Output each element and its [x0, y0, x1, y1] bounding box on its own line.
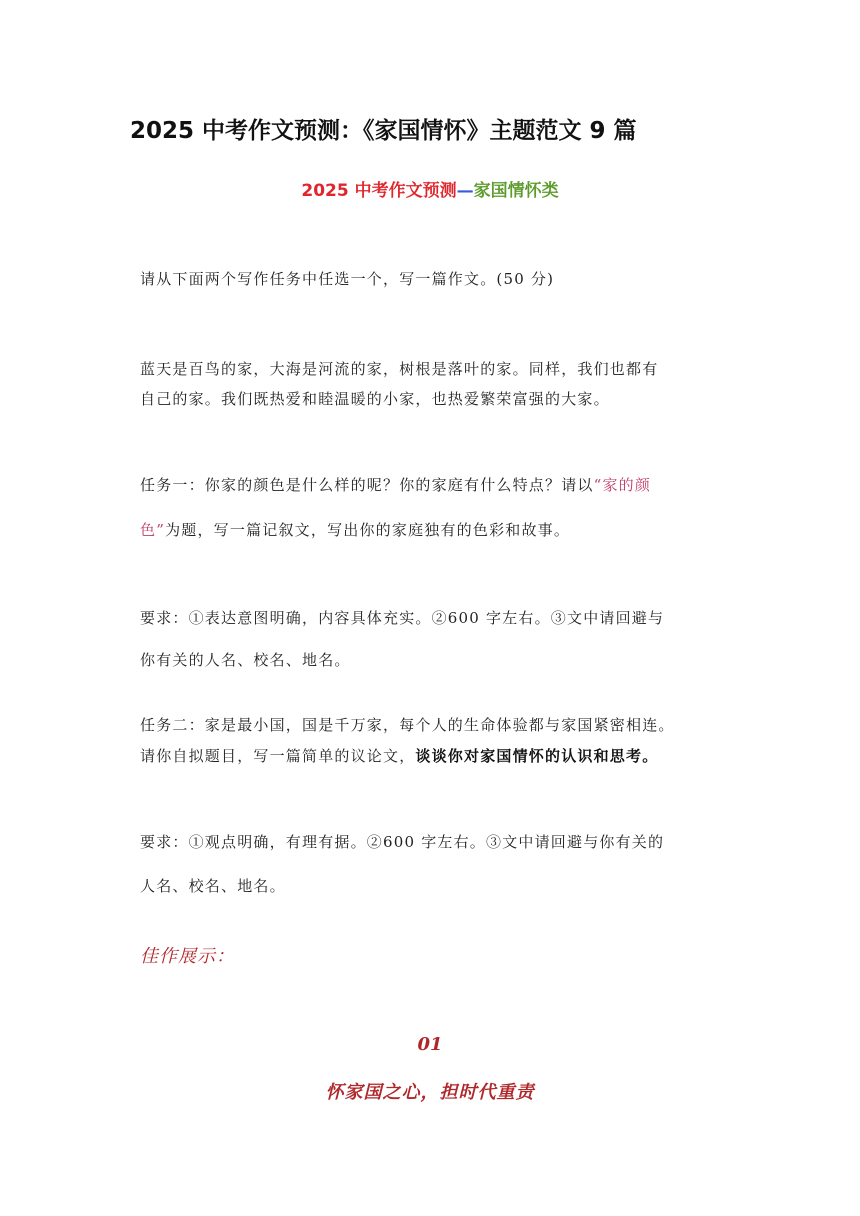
- intro-line-2: 自己的家。我们既热爱和睦温暖的小家，也热爱繁荣富强的大家。: [140, 390, 610, 408]
- requirement-two-line-2: 人名、校名、地名。: [140, 877, 286, 895]
- document-title: 2025 中考作文预测：《家国情怀》主题范文 9 篇: [130, 118, 637, 144]
- subtitle-topic: 家国情怀类: [473, 181, 559, 201]
- requirement-one-paragraph: [140, 597, 724, 681]
- task-one-paragraph: [140, 463, 724, 553]
- requirement-one-line-2: 你有关的人名、校名、地名。: [140, 651, 351, 669]
- task-two-line-1: 任务二：家是最小国，国是千万家，每个人的生命体验都与家国紧密相连。: [140, 716, 675, 734]
- subtitle-prefix: 2025 中考作文预测: [301, 181, 457, 201]
- instruction-paragraph: [140, 268, 724, 289]
- intro-line-1: 蓝天是百鸟的家，大海是河流的家，树根是落叶的家。同样，我们也都有: [140, 360, 659, 378]
- task-one-line-2: [140, 508, 724, 553]
- requirement-two-line-1: 要求：①观点明确，有理有据。②600 字左右。③文中请回避与你有关的: [140, 833, 665, 851]
- task-one-quote-end: 色”: [140, 521, 166, 539]
- task-two-text: 请你自拟题目，写一篇简单的议论文，: [140, 747, 416, 765]
- requirement-one-line-1: 要求：①表达意图明确，内容具体充实。②600 字左右。③文中请回避与: [140, 609, 665, 627]
- essay-number: 01: [417, 1034, 443, 1055]
- intro-paragraph: [140, 354, 724, 414]
- showcase-label: 佳作展示：: [140, 946, 235, 967]
- task-one-line-1: [140, 463, 724, 508]
- requirement-two-paragraph: [140, 820, 724, 908]
- task-one-text: 任务一：你家的颜色是什么样的呢？你的家庭有什么特点？请以: [140, 476, 594, 494]
- task-two-emphasis: 谈谈你对家国情怀的认识和思考。: [415, 747, 659, 765]
- task-two-line-2: [140, 741, 724, 772]
- task-one-text-cont: 为题，写一篇记叙文，写出你的家庭独有的色彩和故事。: [165, 521, 571, 539]
- document-subtitle: [0, 176, 860, 201]
- essay-title: 怀家国之心，担时代重责: [325, 1082, 535, 1103]
- task-one-quote-start: “家的颜: [593, 476, 652, 494]
- subtitle-dash: —: [456, 181, 474, 201]
- instruction-text: 请从下面两个写作任务中任选一个，写一篇作文。(50 分): [140, 270, 555, 288]
- task-two-paragraph: [140, 710, 724, 772]
